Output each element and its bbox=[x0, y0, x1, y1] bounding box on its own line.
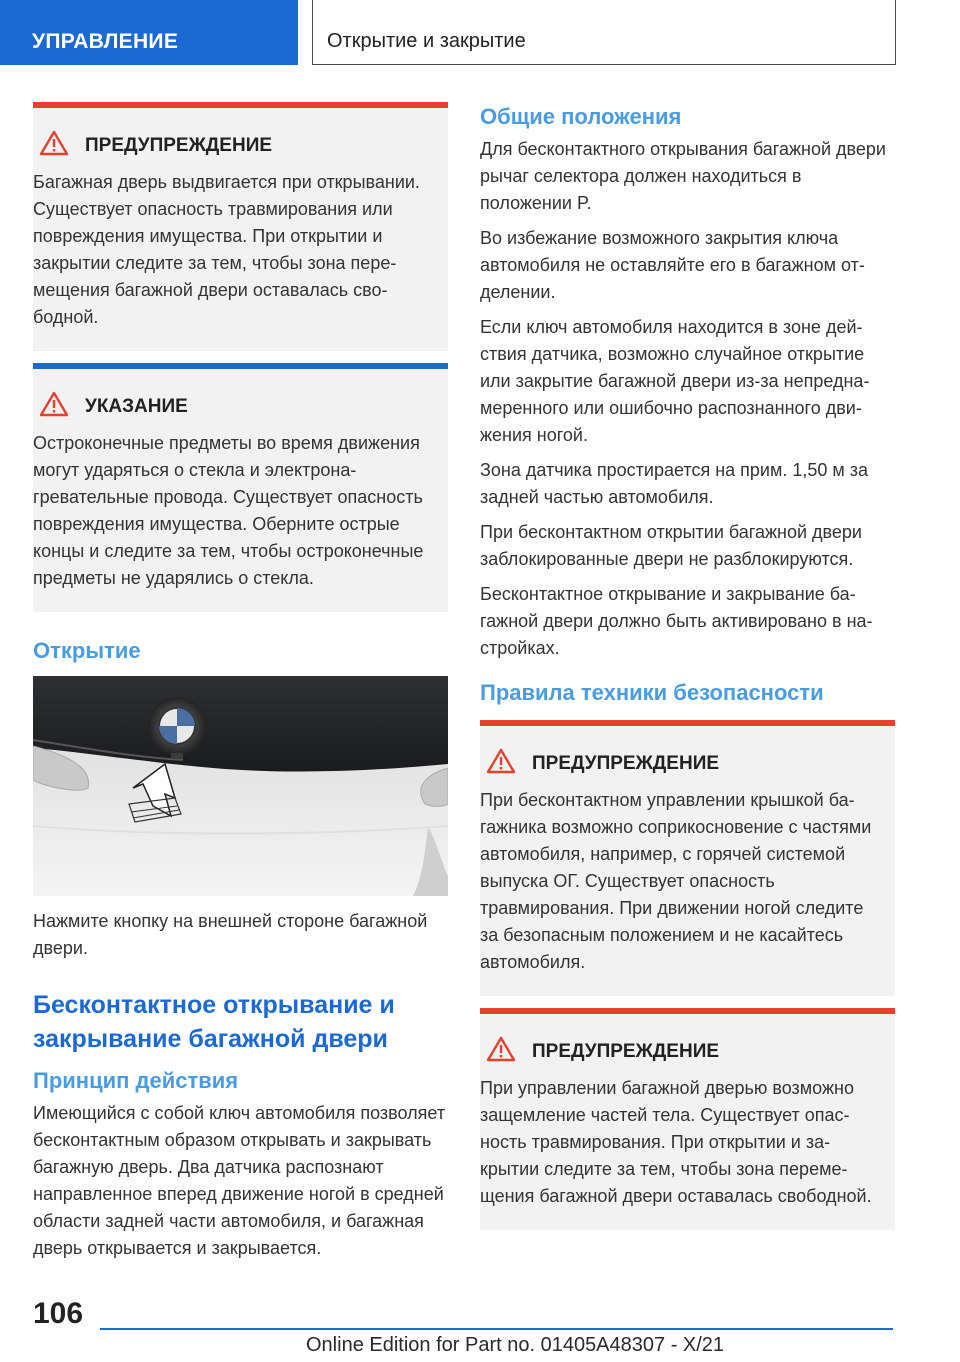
note-triangle-icon bbox=[39, 391, 79, 422]
warning-box bbox=[480, 720, 895, 996]
opening-caption: Нажмите кнопку на внешней стороне багажной двери. bbox=[33, 911, 428, 958]
footer-divider bbox=[100, 1328, 893, 1330]
footer-edition: Online Edition for Part no. 01405A48307 - X/21 bbox=[306, 1334, 725, 1356]
warning-triangle-icon bbox=[486, 1036, 526, 1067]
general-paragraph: Во избежание возможного закрытия ключа автомобиля не оставляйте его в багажном отделении. bbox=[480, 228, 865, 302]
warning-triangle-icon bbox=[39, 130, 79, 161]
trunk-button-photo bbox=[33, 676, 448, 896]
warning-title: ПРЕДУПРЕЖДЕНИЕ bbox=[532, 1040, 720, 1062]
right-column bbox=[480, 102, 895, 1230]
general-paragraph: Зона датчика простирается на прим. 1,50 м за задней частью автомобиля. bbox=[480, 460, 869, 507]
general-paragraph: Бесконтактное открывание и закрывание багажной двери должно быть активировано в настройках. bbox=[480, 584, 873, 658]
left-column bbox=[33, 102, 448, 1270]
warning-text: При бесконтактном управлении крышкой багажника возможно соприкосновение с частями автомобиля, например, с горячей системой выпуска ОГ. Существует опасность травмирования. При движении ногой следите за безопасным положением и не касайтесь автомобиля. bbox=[480, 790, 872, 972]
principle-text: Имеющийся с собой ключ автомобиля позволяет бесконтактным образом открывать и закрывать багажную дверь. Два датчика распознают направленное вперед движение ногой в средней области задней части автомобиля, и багажная дверь открывается и закрывается. bbox=[33, 1103, 446, 1258]
warning-triangle-icon bbox=[486, 748, 526, 779]
warning-box bbox=[33, 102, 448, 351]
section-tab: УПРАВЛЕНИЕ bbox=[0, 0, 298, 65]
warning-title: ПРЕДУПРЕЖДЕНИЕ bbox=[532, 752, 720, 774]
page-header-title: Открытие и закрытие bbox=[312, 0, 896, 65]
general-paragraph: Если ключ автомобиля находится в зоне действия датчика, возможно случайное открытие или закрытие багажной двери из-за непреднамеренного или ошибочно распознанного движения ногой. bbox=[480, 317, 870, 445]
page-number: 106 bbox=[33, 1297, 84, 1330]
note-box bbox=[33, 363, 448, 612]
general-paragraph: Для бесконтактного открывания багажной двери рычаг селектора должен находиться в положении P. bbox=[480, 139, 886, 213]
general-paragraph: При бесконтактном открытии багажной двери заблокированные двери не разблокируются. bbox=[480, 522, 862, 569]
note-title: УКАЗАНИЕ bbox=[85, 395, 188, 417]
warning-text: Багажная дверь выдвигается при открывании. Существует опасность травмирования или повреждения имущества. При открытии и закрытии следите за тем, чтобы зона перемещения багажной двери оставалась свободной. bbox=[33, 172, 420, 327]
opening-heading: Открытие bbox=[33, 638, 141, 663]
safety-heading: Правила техники безопасности bbox=[480, 680, 824, 705]
warning-title: ПРЕДУПРЕЖДЕНИЕ bbox=[85, 134, 273, 156]
general-heading: Общие положения bbox=[480, 104, 682, 129]
contactless-heading: Бесконтактное открывание и закрывание багажной двери bbox=[33, 991, 395, 1053]
principle-heading: Принцип действия bbox=[33, 1068, 239, 1093]
warning-box bbox=[480, 1008, 895, 1230]
warning-text: При управлении багажной дверью возможно защемление частей тела. Существует опасность травмирования. При открытии и закрытии следите за тем, чтобы зона перемещения багажной двери оставалась свободной. bbox=[480, 1078, 872, 1206]
note-text: Остроконечные предметы во время движения могут ударяться о стекла и электронагревательные провода. Существует опасность повреждения имущества. Оберните острые концы и следите за тем, чтобы остроконечные предметы не ударялись о стекла. bbox=[33, 433, 424, 588]
